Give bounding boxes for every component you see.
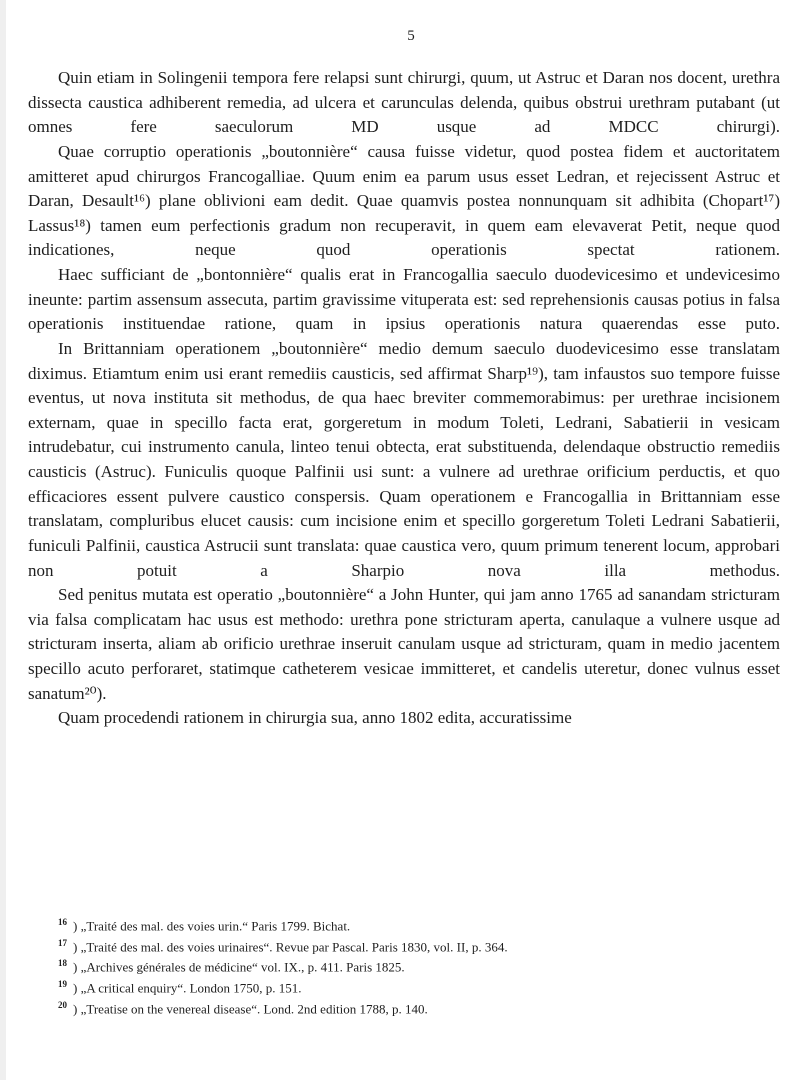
footnote: $^{18}$ ) „Archives générales de médicine“ vol. IX., p. 411. Paris 1825. xyxy=(58,958,405,975)
page-edge-shadow xyxy=(0,0,6,1080)
footnote: $^{16}$ ) „Traité des mal. des voies urin.“ Paris 1799. Bichat. xyxy=(58,917,351,934)
body-text xyxy=(28,66,780,731)
paragraph: In Brittanniam operationem „boutonnière“ medio demum saeculo duodevicesimo esse translatam diximus. Etiamtum enim usi erant remediis causticis, sed affirmat Sharp¹⁹), tam infaustos suo tempore fuisse eventus, ut nova instituta sit methodus, de qua haec breviter commemorabimus: per urethrae incisionem externam, quae in specillo facta erat, gorgeretum in modum Toleti, Ledrani, Sabatierii in vesicam intrudebatur, cui instrumento canula, linteo tenui obtecta, erat substituenda, delendaque obstructio remediis causticis (Astruc). Funiculis quoque Palfinii usi sunt: a vulnere ad urethrae orificium perductis, et quo efficaciores essent pulvere caustico conspersis. Quam operationem e Francogallia in Brittanniam esse translatam, compluribus elucet causis: cum incisione enim et specillo gorgeretum Toleti Ledrani Sabatierii, funiculi Palfinii, caustica Astrucii sunt translata: quae caustica vero, quum primum tenerent locum, approbari non potuit a Sharpio nova illa methodus. xyxy=(28,338,780,580)
paragraph: Quam procedendi rationem in chirurgia sua, anno 1802 edita, accuratissime xyxy=(58,708,572,728)
footnote: $^{20}$ ) „Treatise on the venereal disease“. Lond. 2nd edition 1788, p. 140. xyxy=(58,999,428,1017)
footnote-text: „Traité des mal. des voies urinaires“. Revue par Pascal. Paris 1830, vol. II, p. 364. xyxy=(80,939,508,955)
paragraph: Haec sufficiant de „bontonnière“ qualis erat in Francogallia saeculo duodevicesimo et undevicesimo ineunte: partim assensum assecuta, partim gravissime vituperata est: sed reprehensionis causas potius in falsa operationis instituendae ratione, quam in ipsius operationis natura quaerendas esse puto. xyxy=(28,265,780,334)
paragraph: Quin etiam in Solingenii tempora fere relapsi sunt chirurgi, quum, ut Astruc et Daran nos docent, urethra dissecta caustica adhiberent remedia, ad ulcera et carunculas delenda, quibus obstrui urethram putabant (ut omnes fere saeculorum MD usque ad MDCC chirurgi). xyxy=(28,68,780,137)
page-number: 5 xyxy=(407,28,415,44)
footnote-number: 17 xyxy=(58,937,67,948)
footnote-text: „Treatise on the venereal disease“. Lond. 2nd edition 1788, p. 140. xyxy=(80,1001,428,1017)
footnote: $^{17}$ ) „Traité des mal. des voies urinaires“. Revue par Pascal. Paris 1830, vol. II, p. 364. xyxy=(58,937,508,955)
paragraph: Sed penitus mutata est operatio „boutonnière“ a John Hunter, qui jam anno 1765 ad sanandam stricturam via falsa complicatam hac usus est methodo: urethra pone stricturam aperta, canulaque a vulnere usque ad stricturam inserta, aliam ab orificio urethrae inseruit canulam usque ad stricturam, quam in medio jacentem specillo acuto perforaret, statimque catheterem vesicae immitteret, et candelis uteretur, donec vulnus esset sanatum²⁰). xyxy=(28,585,780,703)
footnote: $^{19}$ ) „A critical enquiry“. London 1750, p. 151. xyxy=(58,979,302,996)
footnote-text: „A critical enquiry“. London 1750, p. 151. xyxy=(80,980,302,996)
paragraph: Quae corruptio operationis „boutonnière“ causa fuisse videtur, quod postea fidem et auctoritatem amitteret apud chirurgos Francogalliae. Quum enim ea parum usus esset Ledran, et rejecissent Astruc et Daran, Desault¹⁶) plane oblivioni eam dedit. Quae quamvis postea nonnunquam sit adhibita (Chopart¹⁷) Lassus¹⁸) tamen eum perfectionis gradum non recuperavit, in quem eam elevaverat Petit, neque quod indicationes, neque quod operationis spectat rationem. xyxy=(28,141,780,260)
footnote-text: „Traité des mal. des voies urin.“ Paris 1799. Bichat. xyxy=(80,918,351,934)
footnote-number: 20 xyxy=(58,999,67,1010)
footnotes xyxy=(28,914,780,1018)
footnote-number: 19 xyxy=(58,979,67,990)
footnote-text: „Archives générales de médicine“ vol. IX., p. 411. Paris 1825. xyxy=(80,959,405,975)
footnote-number: 18 xyxy=(58,958,67,969)
footnote-number: 16 xyxy=(58,917,67,927)
